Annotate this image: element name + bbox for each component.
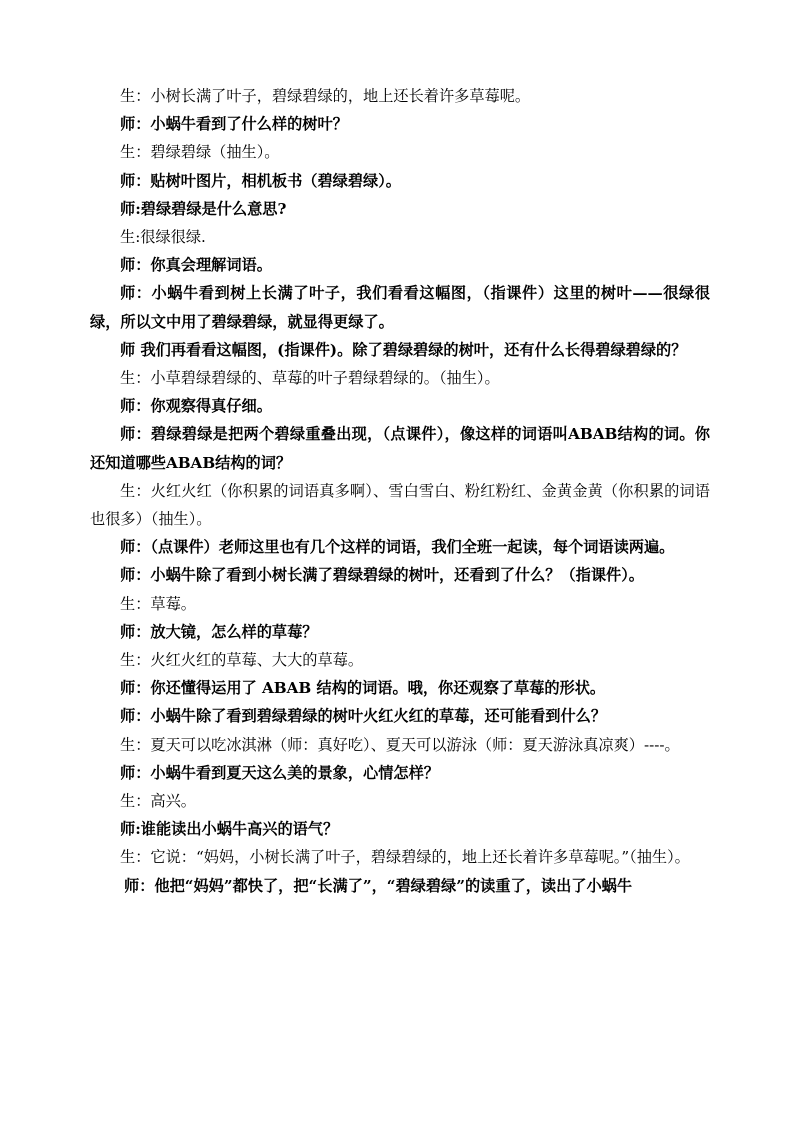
teacher-line: 师：小蜗牛除了看到小树长满了碧绿碧绿的树叶，还看到了什么？（指课件）。 (120, 566, 644, 585)
dialogue-transcript (90, 82, 710, 900)
teacher-line: 师：放大镜，怎么样的草莓？ (120, 622, 318, 641)
student-line: 生：火红火红的草莓、大大的草莓。 (120, 651, 363, 670)
teacher-line: 师：他把“妈妈”都快了，把“长满了”，“碧绿碧绿”的读重了，读出了小蜗牛 (124, 876, 633, 895)
student-line: 生：高兴。 (120, 792, 196, 811)
teacher-line: 师:碧绿碧绿是什么意思? (120, 199, 287, 218)
student-line: 生：草莓。 (120, 594, 196, 613)
student-line: 生：它说：“妈妈，小树长满了叶子，碧绿碧绿的，地上还长着许多草莓呢。”（抽生）。 (120, 848, 690, 867)
teacher-line: 师：贴树叶图片，相机板书（碧绿碧绿）。 (120, 171, 401, 190)
student-line: 生：火红火红（你积累的词语真多啊）、雪白雪白、粉红粉红、金黄金黄（你积累的词语也很多）（抽生）。 (90, 481, 710, 529)
teacher-line: 师：你还懂得运用了 ABAB 结构的词语。哦，你还观察了草莓的形状。 (120, 679, 606, 698)
teacher-line: 师：小蜗牛看到了什么样的树叶？ (120, 115, 348, 134)
teacher-line: 师：你真会理解词语。 (120, 256, 272, 275)
teacher-line: 师：小蜗牛除了看到碧绿碧绿的树叶火红火红的草莓，还可能看到什么？ (120, 707, 606, 726)
teacher-line: 师：（点课件）老师这里也有几个这样的词语，我们全班一起读，每个词语读两遍。 (120, 538, 675, 557)
teacher-line: 师：你观察得真仔细。 (120, 397, 272, 416)
teacher-line: 师：碧绿碧绿是把两个碧绿重叠出现，（点课件），像这样的词语叫ABAB结构的词。你还知道哪些ABAB结构的词？ (90, 425, 710, 472)
student-line: 生：小树长满了叶子，碧绿碧绿的，地上还长着许多草莓呢。 (120, 87, 531, 105)
teacher-line: 师：小蜗牛看到树上长满了叶子，我们看看这幅图，（指课件）这里的树叶——很绿很绿，所以文中用了碧绿碧绿，就显得更绿了。 (90, 284, 710, 331)
teacher-line: 师：小蜗牛看到夏天这么美的景象，心情怎样？ (120, 763, 439, 782)
teacher-line: 师 我们再看看这幅图，(指课件)。除了碧绿碧绿的树叶，还有什么长得碧绿碧绿的？ (120, 340, 687, 359)
student-line: 生：夏天可以吃冰淇淋（师：真好吃）、夏天可以游泳（师：夏天游泳真凉爽）----。 (120, 735, 680, 754)
student-line: 生：小草碧绿碧绿的、草莓的叶子碧绿碧绿的。（抽生）。 (120, 369, 500, 388)
student-line: 生：碧绿碧绿（抽生）。 (120, 143, 280, 162)
student-line: 生:很绿很绿. (120, 228, 206, 247)
teacher-line: 师:谁能读出小蜗牛高兴的语气？ (120, 820, 339, 839)
